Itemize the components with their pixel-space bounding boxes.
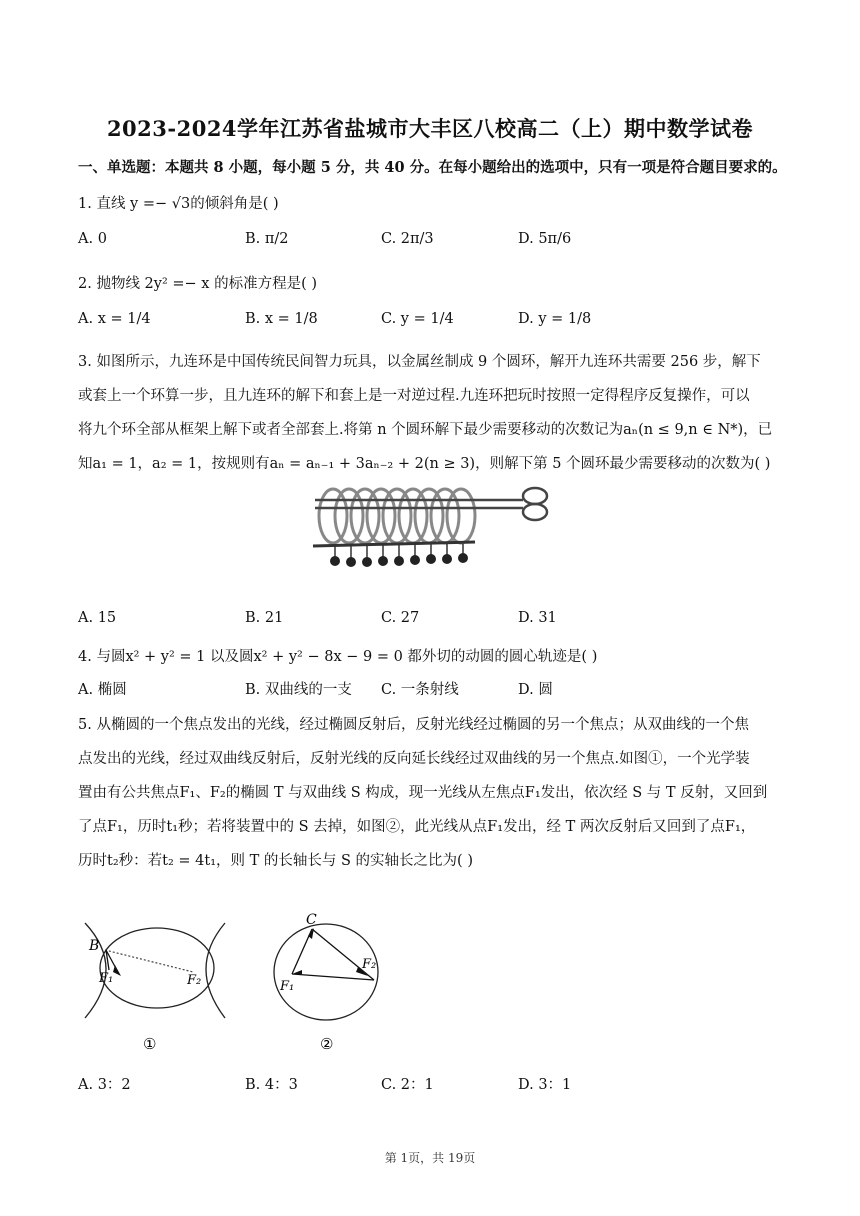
q2-option-c: C. y = 1/4 xyxy=(381,311,454,327)
fig2-label-f2: F₂ xyxy=(362,957,377,972)
q1-option-c: C. 2π/3 xyxy=(381,231,434,247)
question-5-line-2: 点发出的光线，经过双曲线反射后，反射光线的反向延长线经过双曲线的另一个焦点.如图①，一个光学装 xyxy=(78,751,750,767)
q4-option-c: C. 一条射线 xyxy=(381,682,459,698)
question-5-line-3: 置由有公共焦点F₁、F₂的椭圆 T 与双曲线 S 构成，现一光线从左焦点F₁发出，依次经 S 与 T 反射，又回到 xyxy=(78,785,768,801)
q3-option-b: B. 21 xyxy=(245,610,284,626)
q2-option-a: A. x = 1/4 xyxy=(78,311,151,327)
q4-option-a: A. 椭圆 xyxy=(78,682,127,698)
fig2-label-c: C xyxy=(306,912,317,928)
fig1-label-f2: F₂ xyxy=(187,973,202,988)
figure-1-ellipse-hyperbola xyxy=(75,918,240,1056)
q3-option-d: D. 31 xyxy=(518,610,557,626)
fig2-label-f1: F₁ xyxy=(280,979,295,994)
q2-option-d: D. y = 1/8 xyxy=(518,311,592,327)
question-4-stem: 4. 与圆x² + y² = 1 以及圆x² + y² − 8x − 9 = 0 都外切的动圆的圆心轨迹是( ) xyxy=(78,649,598,665)
question-3-line-4: 知a₁ = 1，a₂ = 1，按规则有aₙ = aₙ₋₁ + 3aₙ₋₂ + 2(n ≥ 3)，则解下第 5 个圆环最少需要移动的次数为( ) xyxy=(78,456,771,472)
q1-option-a: A. 0 xyxy=(78,231,107,247)
question-5-line-1: 5. 从椭圆的一个焦点发出的光线，经过椭圆反射后，反射光线经过椭圆的另一个焦点；从双曲线的一个焦 xyxy=(78,717,749,733)
q3-option-a: A. 15 xyxy=(78,610,117,626)
question-1-stem: 1. 直线 y =− √3的倾斜角是( ) xyxy=(78,196,279,212)
question-3-line-1: 3. 如图所示，九连环是中国传统民间智力玩具，以金属丝制成 9 个圆环，解开九连环共需要 256 步，解下 xyxy=(78,354,761,370)
nine-rings-figure xyxy=(305,478,555,573)
q5-option-b: B. 4：3 xyxy=(245,1077,298,1093)
q1-option-d: D. 5π/6 xyxy=(518,231,572,247)
section-heading: 一、单选题：本题共 8 小题，每小题 5 分，共 40 分。在每小题给出的选项中，只有一项是符合题目要求的。 xyxy=(78,159,787,176)
q4-option-b: B. 双曲线的一支 xyxy=(245,682,352,698)
q1-option-b: B. π/2 xyxy=(245,231,289,247)
q3-option-c: C. 27 xyxy=(381,610,420,626)
question-5-line-5: 历时t₂秒：若t₂ = 4t₁，则 T 的长轴长与 S 的实轴长之比为( ) xyxy=(78,853,473,869)
figure-2-ellipse-triangle xyxy=(262,910,397,1056)
question-2-stem: 2. 抛物线 2y² =− x 的标准方程是( ) xyxy=(78,276,318,292)
fig1-label-f1: F₁ xyxy=(99,971,114,986)
question-5-line-4: 了点F₁，历时t₁秒；若将装置中的 S 去掉，如图②，此光线从点F₁发出，经 T 两次反射后又回到了点F₁， xyxy=(78,819,756,835)
fig2-caption: ② xyxy=(320,1035,334,1053)
q5-option-d: D. 3：1 xyxy=(518,1077,572,1093)
page-footer: 第 1页，共 19页 xyxy=(384,1151,476,1165)
fig1-caption: ① xyxy=(143,1035,157,1053)
page-title: 2023-2024学年江苏省盐城市大丰区八校高二（上）期中数学试卷 xyxy=(106,116,754,141)
fig1-label-b: B xyxy=(89,938,100,954)
q4-option-d: D. 圆 xyxy=(518,682,553,698)
q5-option-a: A. 3：2 xyxy=(78,1077,131,1093)
q2-option-b: B. x = 1/8 xyxy=(245,311,318,327)
question-3-line-2: 或套上一个环算一步，且九连环的解下和套上是一对逆过程.九连环把玩时按照一定得程序反复操作，可以 xyxy=(78,388,750,404)
q5-option-c: C. 2：1 xyxy=(381,1077,434,1093)
question-3-line-3: 将九个环全部从框架上解下或者全部套上.将第 n 个圆环解下最少需要移动的次数记为aₙ(n ≤ 9,n ∈ N*)，已 xyxy=(78,422,773,438)
